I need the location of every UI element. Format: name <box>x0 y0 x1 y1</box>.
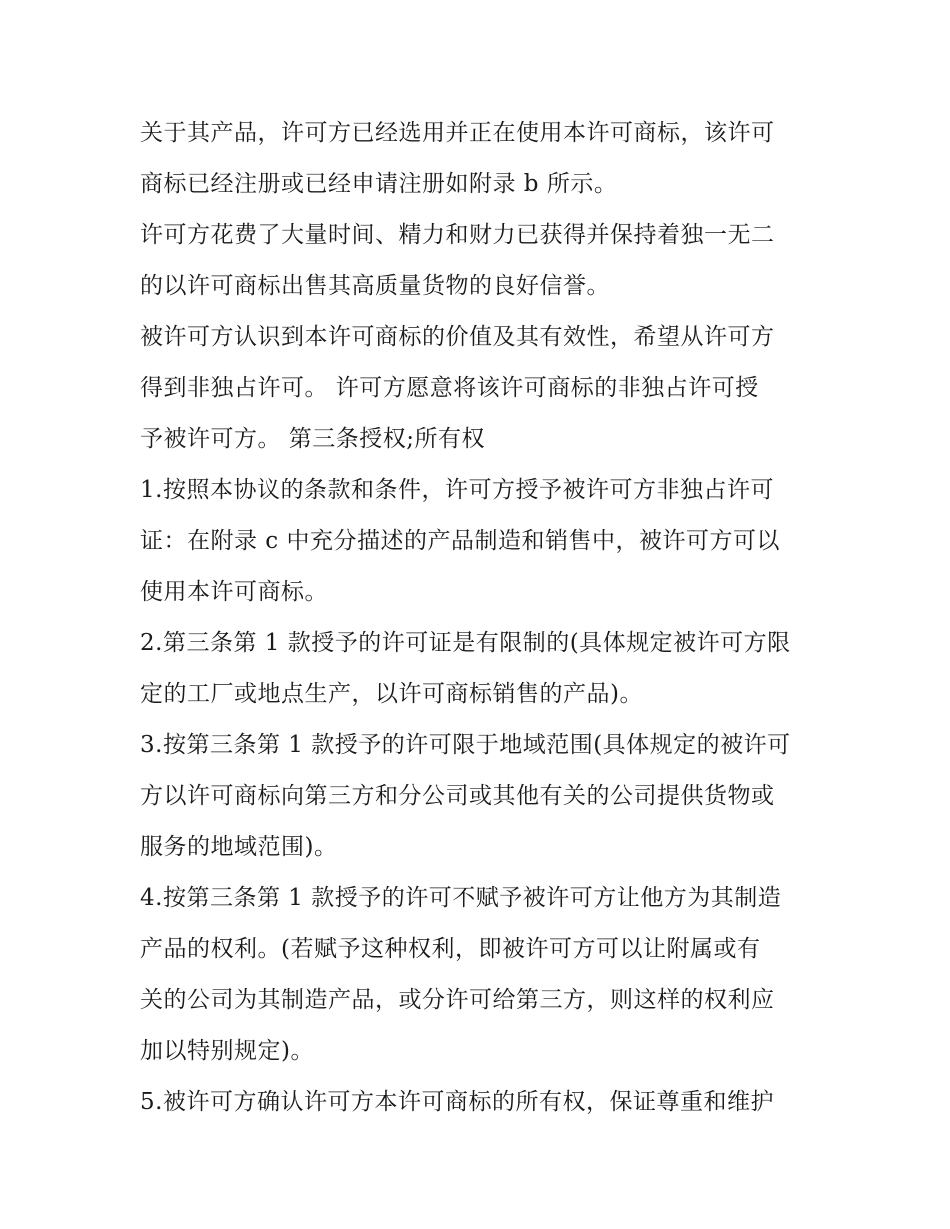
text-line: 1.按照本协议的条款和条件，许可方授予被许可方非独占许可 <box>140 477 774 503</box>
text-line: 予被许可方。 第三条授权;所有权 <box>140 426 486 452</box>
text-line: 许可方花费了大量时间、精力和财力已获得并保持着独一无二 <box>140 222 775 248</box>
document-body <box>140 108 820 1128</box>
text-line: 的以许可商标出售其高质量货物的良好信誉。 <box>140 273 610 299</box>
text-line: 关于其产品，许可方已经选用并正在使用本许可商标，该许可 <box>140 120 775 146</box>
text-line: 被许可方认识到本许可商标的价值及其有效性，希望从许可方 <box>140 324 775 350</box>
text-line: 3.按第三条第 1 款授予的许可限于地域范围(具体规定的被许可 <box>140 732 791 758</box>
text-line: 商标已经注册或已经申请注册如附录 b 所示。 <box>140 171 618 197</box>
text-line: 加以特别规定)。 <box>140 1038 314 1064</box>
text-line: 2.第三条第 1 款授予的许可证是有限制的(具体规定被许可方限 <box>140 630 791 656</box>
text-line: 使用本许可商标。 <box>140 579 328 605</box>
text-line: 证：在附录 c 中充分描述的产品制造和销售中，被许可方可以 <box>140 528 781 554</box>
text-line: 产品的权利。(若赋予这种权利，即被许可方可以让附属或有 <box>140 936 761 962</box>
text-line: 定的工厂或地点生产，以许可商标销售的产品)。 <box>140 681 643 707</box>
text-line: 方以许可商标向第三方和分公司或其他有关的公司提供货物或 <box>140 783 775 809</box>
text-line: 4.按第三条第 1 款授予的许可不赋予被许可方让他方为其制造 <box>140 885 782 911</box>
text-line: 得到非独占许可。 许可方愿意将该许可商标的非独占许可授 <box>140 375 759 401</box>
text-line: 服务的地域范围)。 <box>140 834 338 860</box>
text-line: 关的公司为其制造产品，或分许可给第三方，则这样的权利应 <box>140 987 775 1013</box>
text-line: 5.被许可方确认许可方本许可商标的所有权，保证尊重和维护 <box>140 1089 774 1115</box>
